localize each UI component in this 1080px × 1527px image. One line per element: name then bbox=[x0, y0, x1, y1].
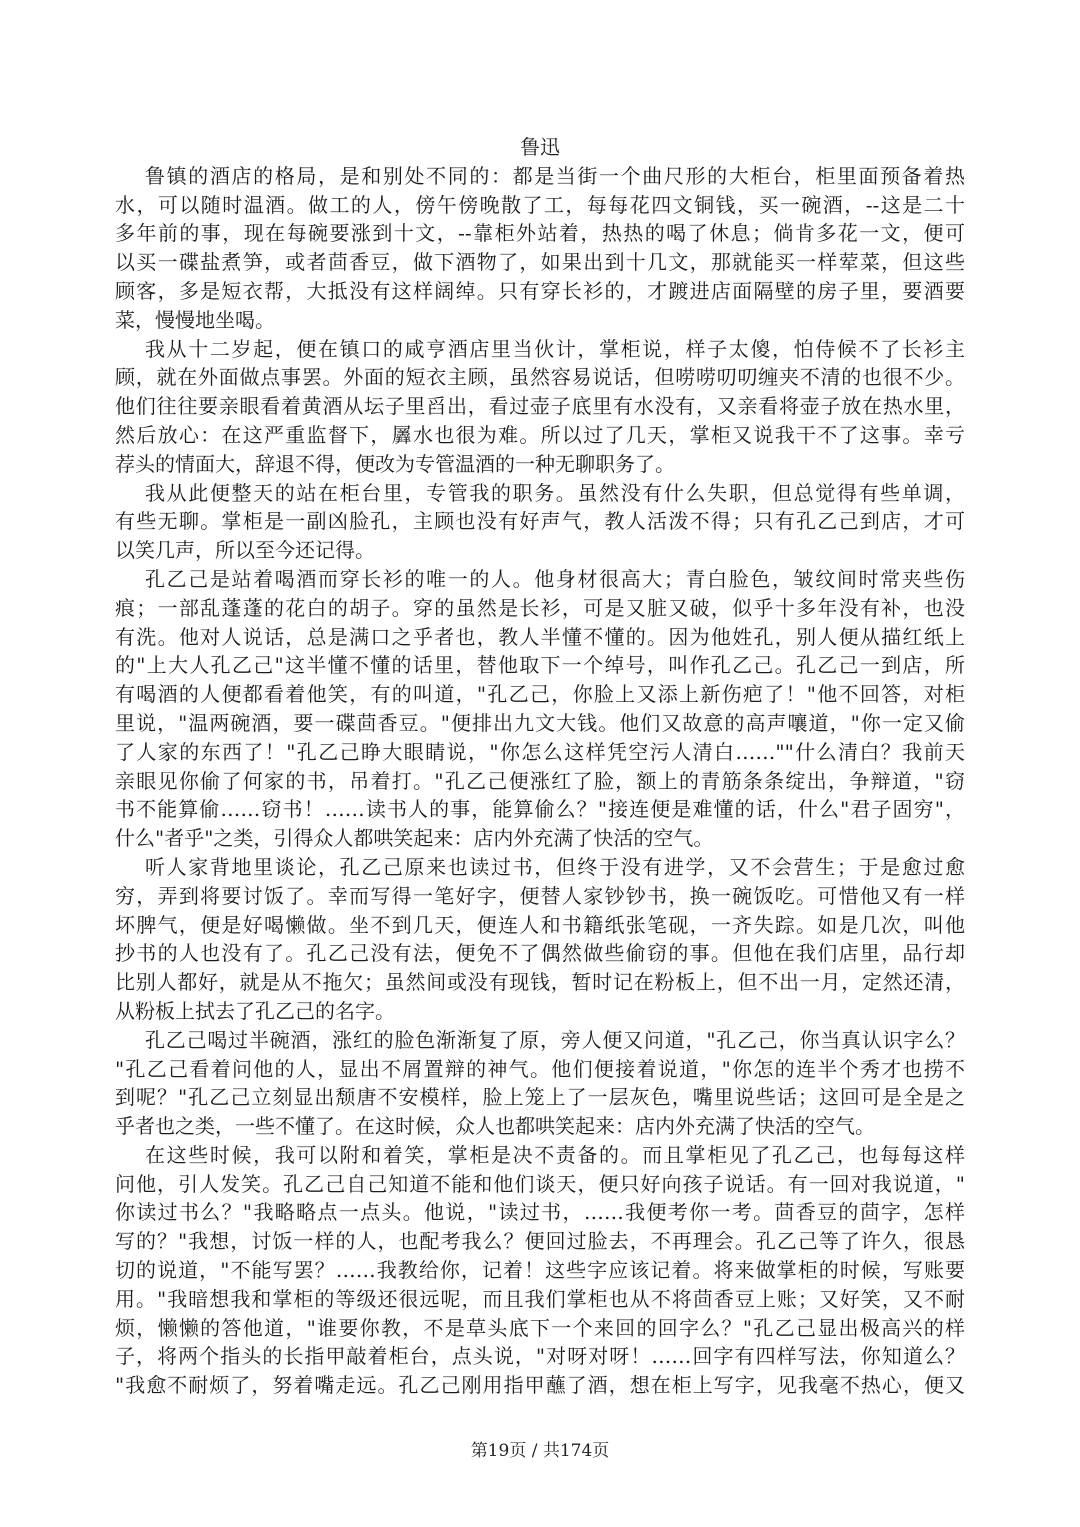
text-line: 里说，"温两碗酒，要一碟茴香豆。"便排出九文大钱。他们又故意的高声嚷道，"你一定又偷 bbox=[115, 710, 965, 735]
text-line: 孔乙己喝过半碗酒，涨红的脸色渐渐复了原，旁人便又问道，"孔乙己，你当真认识字么？ bbox=[145, 1027, 965, 1052]
text-line: 以笑几声，所以至今还记得。 bbox=[115, 538, 375, 563]
text-line: 以买一碟盐煮笋，或者茴香豆，做下酒物了，如果出到十几文，那就能买一样荤菜，但这些 bbox=[115, 250, 965, 275]
text-line: 到呢？"孔乙己立刻显出颓唐不安模样，脸上笼上了一层灰色，嘴里说些话；这回可是全是之 bbox=[115, 1085, 965, 1110]
page-number: 第19页 / 共174页 bbox=[470, 1441, 610, 1461]
text-line: 痕；一部乱蓬蓬的花白的胡子。穿的虽然是长衫，可是又脏又破，似乎十多年没有补，也没 bbox=[115, 595, 965, 620]
text-line: 什么"者乎"之类，引得众人都哄笑起来：店内外充满了快活的空气。 bbox=[115, 826, 714, 851]
paragraph-5 bbox=[115, 853, 965, 1026]
text-line: 水，可以随时温酒。做工的人，傍午傍晚散了工，每每花四文铜钱，买一碗酒，--这是二十 bbox=[115, 192, 965, 217]
text-line: 问他，引人发笑。孔乙己自己知道不能和他们谈天，便只好向孩子说话。有一回对我说道，" bbox=[115, 1171, 965, 1196]
text-line: "我愈不耐烦了，努着嘴走远。孔乙己刚用指甲蘸了酒，想在柜上写字，见我毫不热心，便又 bbox=[115, 1373, 965, 1398]
text-line: 穷，弄到将要讨饭了。幸而写得一笔好字，便替人家钞钞书，换一碗饭吃。可惜他又有一样 bbox=[115, 883, 965, 908]
paragraph-3 bbox=[115, 479, 965, 565]
text-line: 坏脾气，便是好喝懒做。坐不到几天，便连人和书籍纸张笔砚，一齐失踪。如是几次，叫他 bbox=[115, 912, 965, 937]
text-line: 切的说道，"不能写罢？……我教给你，记着！这些字应该记着。将来做掌柜的时候，写账要 bbox=[115, 1258, 965, 1283]
text-line: 烦，懒懒的答他道，"谁要你教，不是草头底下一个来回的回字么？"孔乙己显出极高兴的样 bbox=[115, 1315, 965, 1340]
text-line: 顾，就在外面做点事罢。外面的短衣主顾，虽然容易说话，但唠唠叨叨缠夹不清的也很不少。 bbox=[115, 365, 965, 390]
text-line: 你读过书么？"我略略点一点头。他说，"读过书，……我便考你一考。茴香豆的茴字，怎样 bbox=[115, 1200, 965, 1225]
text-line: 从粉板上拭去了孔乙己的名字。 bbox=[115, 998, 395, 1023]
text-line: 鲁镇的酒店的格局，是和别处不同的：都是当街一个曲尺形的大柜台，柜里面预备着热 bbox=[145, 163, 965, 188]
document-body bbox=[115, 133, 965, 1400]
text-line: 他们往往要亲眼看着黄酒从坛子里舀出，看过壶子底里有水没有，又亲看将壶子放在热水里， bbox=[115, 394, 965, 419]
paragraph-1 bbox=[115, 162, 965, 335]
text-line: 用。"我暗想我和掌柜的等级还很远呢，而且我们掌柜也从不将茴香豆上账；又好笑，又不耐 bbox=[115, 1286, 965, 1311]
paragraph-6 bbox=[115, 1026, 965, 1141]
text-line: 写的？"我想，讨饭一样的人，也配考我么？便回过脸去，不再理会。孔乙己等了许久，很恳 bbox=[115, 1229, 965, 1254]
text-line: 我从此便整天的站在柜台里，专管我的职务。虽然没有什么失职，但总觉得有些单调， bbox=[145, 480, 965, 505]
text-line: 在这些时候，我可以附和着笑，掌柜是决不责备的。而且掌柜见了孔乙己，也每每这样 bbox=[145, 1142, 965, 1167]
text-line: 有些无聊。掌柜是一副凶脸孔，主顾也没有好声气，教人活泼不得；只有孔乙己到店，才可 bbox=[115, 509, 965, 534]
text-line: 听人家背地里谈论，孔乙己原来也读过书，但终于没有进学，又不会营生；于是愈过愈 bbox=[145, 854, 965, 879]
text-line: 书不能算偷……窃书！……读书人的事，能算偷么？"接连便是难懂的话，什么"君子固穷"， bbox=[115, 797, 965, 822]
text-line: 有洗。他对人说话，总是满口之乎者也，教人半懂不懂的。因为他姓孔，别人便从描红纸上 bbox=[115, 624, 965, 649]
text-line: 了人家的东西了！"孔乙己睁大眼睛说，"你怎么这样凭空污人清白……""什么清白？我前天 bbox=[115, 739, 965, 764]
text-line: 荐头的情面大，辞退不得，便改为专管温酒的一种无聊职务了。 bbox=[115, 451, 675, 476]
text-line: 子，将两个指头的长指甲敲着柜台，点头说，"对呀对呀！……回字有四样写法，你知道么？ bbox=[115, 1344, 965, 1369]
text-line: 顾客，多是短衣帮，大抵没有这样阔绰。只有穿长衫的，才踱进店面隔壁的房子里，要酒要 bbox=[115, 278, 965, 303]
page-title: 鲁迅 bbox=[520, 135, 560, 159]
paragraph-7 bbox=[115, 1141, 965, 1400]
paragraph-4 bbox=[115, 565, 965, 853]
paragraph-2 bbox=[115, 335, 965, 479]
text-line: 我从十二岁起，便在镇口的咸亨酒店里当伙计，掌柜说，样子太傻，怕侍候不了长衫主 bbox=[145, 336, 965, 361]
text-line: 然后放心：在这严重监督下，羼水也很为难。所以过了几天，掌柜又说我干不了这事。幸亏 bbox=[115, 422, 965, 447]
text-line: 多年前的事，现在每碗要涨到十文，--靠柜外站着，热热的喝了休息；倘肯多花一文，便可 bbox=[115, 221, 965, 246]
text-line: 抄书的人也没有了。孔乙己没有法，便免不了偶然做些偷窃的事。但他在我们店里，品行却 bbox=[115, 941, 965, 966]
text-line: 菜，慢慢地坐喝。 bbox=[115, 307, 275, 332]
text-line: 比别人都好，就是从不拖欠；虽然间或没有现钱，暂时记在粉板上，但不出一月，定然还清， bbox=[115, 970, 965, 995]
text-line: 孔乙己是站着喝酒而穿长衫的唯一的人。他身材很高大；青白脸色，皱纹间时常夹些伤 bbox=[145, 566, 965, 591]
text-line: 的"上大人孔乙己"这半懂不懂的话里，替他取下一个绰号，叫作孔乙己。孔乙己一到店，所 bbox=[115, 653, 965, 678]
text-line: 亲眼见你偷了何家的书，吊着打。"孔乙己便涨红了脸，额上的青筋条条绽出，争辩道，"窃 bbox=[115, 768, 965, 793]
text-line: 有喝酒的人便都看着他笑，有的叫道，"孔乙己，你脸上又添上新伤疤了！"他不回答，对柜 bbox=[115, 682, 965, 707]
text-line: 乎者也之类，一些不懂了。在这时候，众人也都哄笑起来：店内外充满了快活的空气。 bbox=[115, 1114, 875, 1139]
text-line: "孔乙己看着问他的人，显出不屑置辩的神气。他们便接着说道，"你怎的连半个秀才也捞不 bbox=[115, 1056, 965, 1081]
